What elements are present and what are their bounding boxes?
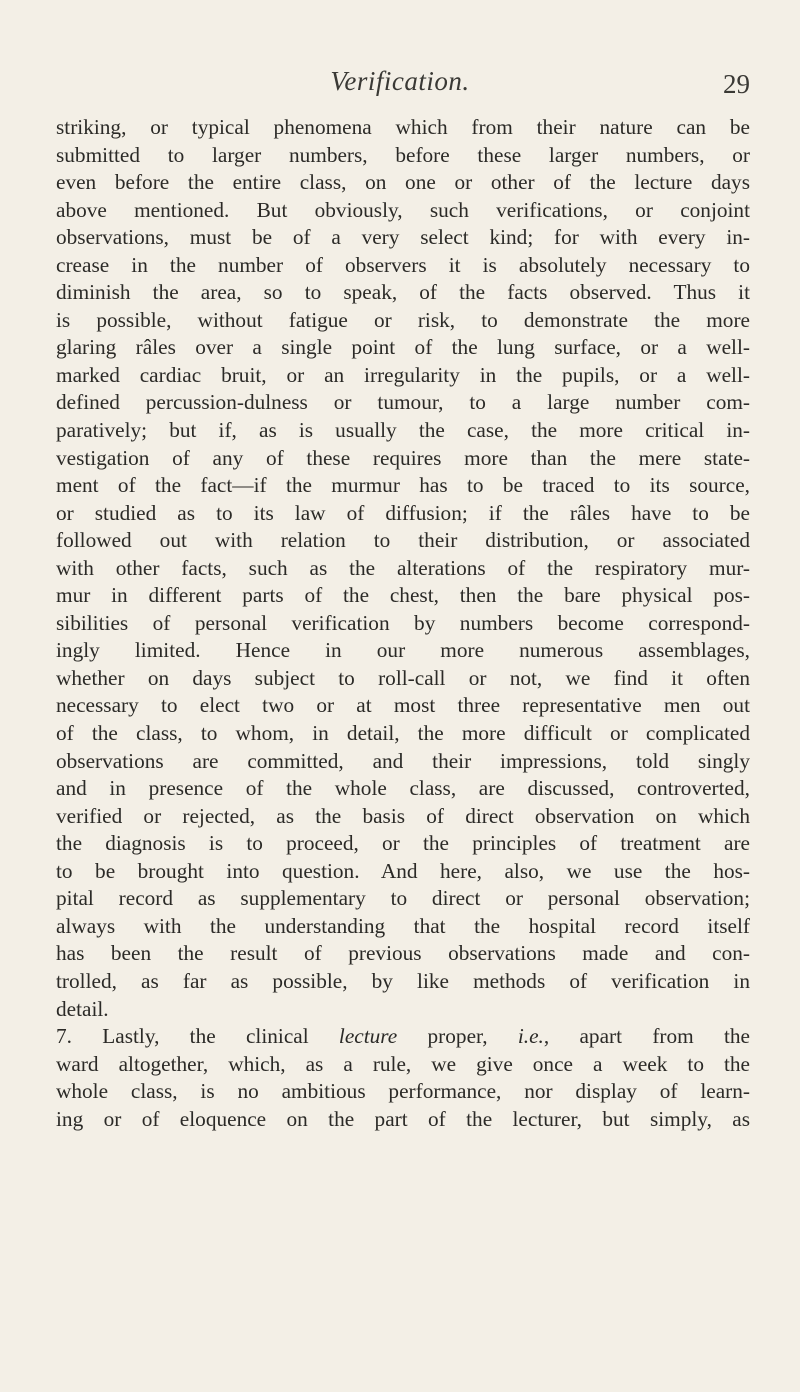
text-line: to be brought into question. And here, also, we use the hos- — [56, 858, 750, 883]
text-line: trolled, as far as possible, by like methods of verification in — [56, 968, 750, 993]
text-line: sibilities of personal verification by numbers become correspond- — [56, 610, 750, 635]
text-line: observations, must be of a very select kind; for with every in- — [56, 225, 750, 250]
text-line: or studied as to its law of diffusion; if the râles have to be — [56, 500, 750, 525]
text-line: necessary to elect two or at most three representative men out — [56, 693, 750, 718]
text-line: of the class, to whom, in detail, the more difficult or complicated — [56, 721, 750, 746]
body-text — [56, 114, 750, 1133]
text-line: always with the understanding that the hospital record itself — [56, 913, 750, 938]
text-line: pital record as supplementary to direct or personal observation; — [56, 886, 750, 911]
text-line: paratively; but if, as is usually the case, the more critical in- — [56, 418, 750, 443]
text-line: followed out with relation to their distribution, or associated — [56, 528, 750, 553]
text-line: detail. — [56, 996, 109, 1021]
text-line: ward altogether, which, as a rule, we give once a week to the — [56, 1051, 750, 1076]
text-line: 7. Lastly, the clinical lecture proper, i.e., apart from the — [56, 1024, 750, 1049]
text-line: submitted to larger numbers, before these larger numbers, or — [56, 142, 750, 167]
text-line: verified or rejected, as the basis of direct observation on which — [56, 803, 750, 828]
text-line: glaring râles over a single point of the lung surface, or a well- — [56, 335, 750, 360]
running-title: Verification. — [330, 66, 470, 96]
text-line: mur in different parts of the chest, then the bare physical pos- — [56, 583, 750, 608]
page-number: 29 — [723, 69, 750, 99]
text-line: observations are committed, and their impressions, told singly — [56, 748, 750, 773]
text-line: whether on days subject to roll-call or not, we find it often — [56, 665, 750, 690]
text-line: is possible, without fatigue or risk, to demonstrate the more — [56, 307, 750, 332]
text-line: with other facts, such as the alterations of the respiratory mur- — [56, 555, 750, 580]
text-line: has been the result of previous observations made and con- — [56, 941, 750, 966]
page-header — [0, 66, 800, 106]
text-line: ing or of eloquence on the part of the lecturer, but simply, as — [56, 1106, 750, 1131]
text-line: diminish the area, so to speak, of the facts observed. Thus it — [56, 280, 750, 305]
text-line: striking, or typical phenomena which from their nature can be — [56, 115, 750, 139]
text-line: defined percussion-dulness or tumour, to a large number com- — [56, 390, 750, 415]
paragraph-continued — [56, 114, 750, 1023]
text-line: and in presence of the whole class, are discussed, controverted, — [56, 776, 750, 801]
text-line: above mentioned. But obviously, such verifications, or conjoint — [56, 197, 750, 222]
paragraph-7 — [56, 1023, 750, 1133]
text-line: the diagnosis is to proceed, or the principles of treatment are — [56, 831, 750, 856]
text-line: vestigation of any of these requires more than the mere state- — [56, 445, 750, 470]
text-line: even before the entire class, on one or other of the lecture days — [56, 170, 750, 195]
text-line: marked cardiac bruit, or an irregularity in the pupils, or a well- — [56, 362, 750, 387]
text-line: ingly limited. Hence in our more numerous assemblages, — [56, 638, 750, 663]
text-line: whole class, is no ambitious performance, nor display of learn- — [56, 1079, 750, 1104]
text-line: crease in the number of observers it is absolutely necessary to — [56, 252, 750, 277]
text-line: ment of the fact—if the murmur has to be traced to its source, — [56, 473, 750, 498]
